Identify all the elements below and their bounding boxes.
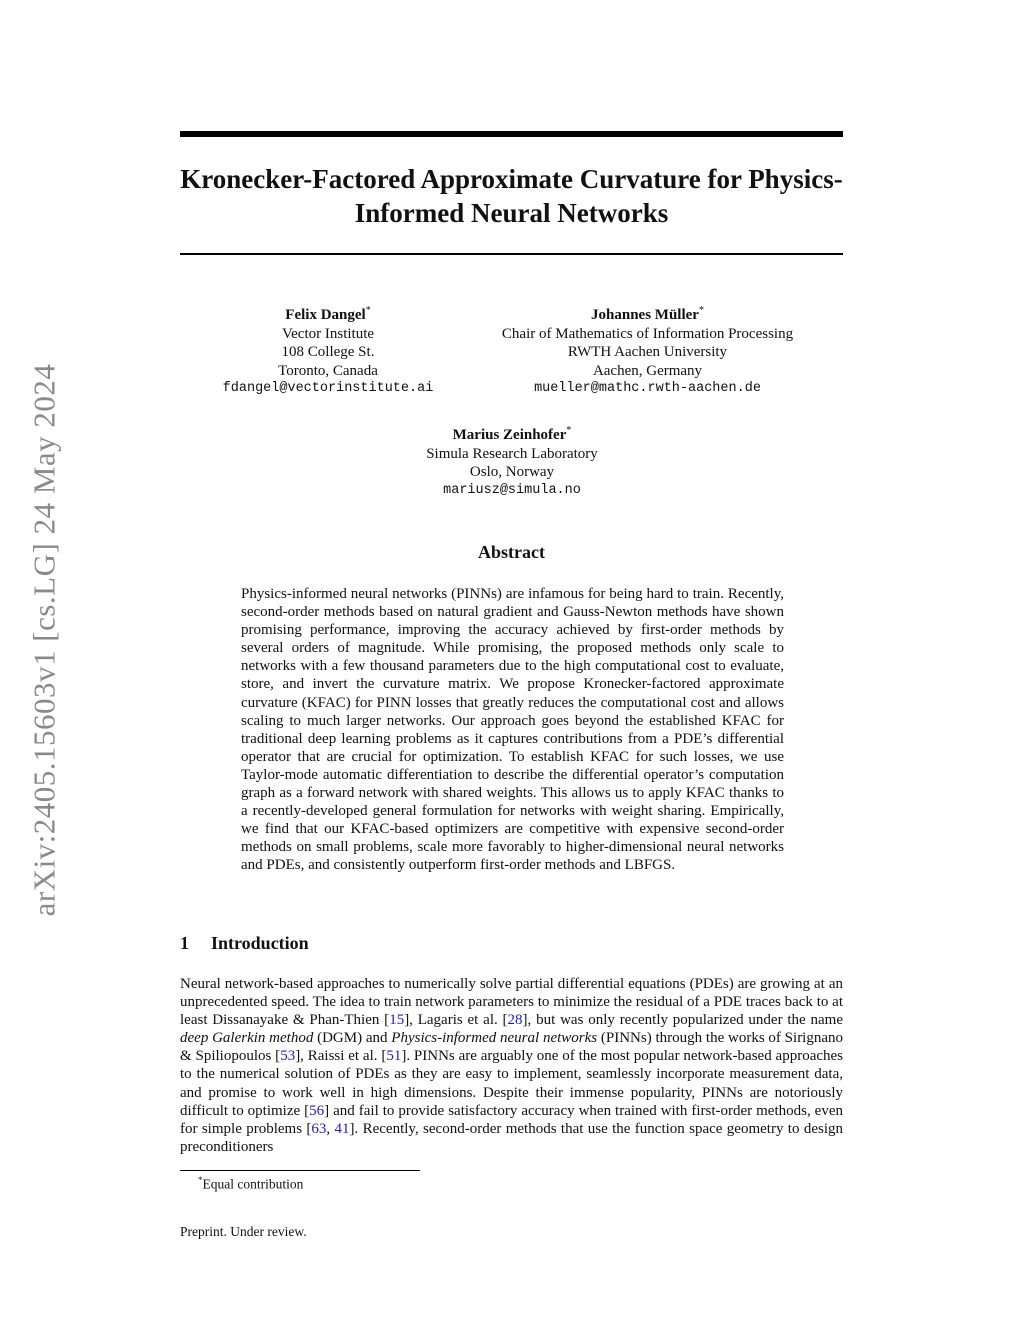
- intro-text: ], Lagaris et al. [: [404, 1012, 508, 1029]
- intro-text: (DGM) and: [313, 1030, 392, 1047]
- author-mark: *: [365, 305, 371, 316]
- footnote: [198, 1175, 303, 1193]
- citation-link[interactable]: 63: [311, 1120, 327, 1137]
- citation-link[interactable]: 28: [507, 1012, 523, 1029]
- intro-text: ,: [326, 1120, 335, 1137]
- intro-paragraph: [180, 975, 843, 1156]
- footnote-text: Equal contribution: [202, 1176, 304, 1192]
- author-email[interactable]: mueller@mathc.rwth-aachen.de: [534, 381, 761, 396]
- abstract-text: Physics-informed neural networks (PINNs) are infamous for being hard to train. Recently, second-order methods based on natural gradient and Gauss-Newton methods have shown promising performance, improving the accuracy achieved by first-order methods by several orders of magnitude. While promising, the proposed methods only scale to networks with a few thousand parameters due to the high computational cost to evaluate, store, and invert the curvature matrix. We propose Kronecker-factored approximate curvature (KFAC) for PINN losses that greatly reduces the computational cost and allows scaling to much larger networks. Our approach goes beyond the established KFAC for traditional deep learning problems as it captures contributions from a PDE’s differential operator that are crucial for optimization. To establish KFAC for such losses, we use Taylor-mode automatic differentiation to describe the differential operator’s computation graph as a forward network with shared weights. This allows us to apply KFAC thanks to a recently-developed general formulation for networks with weight sharing. Empirically, we find that our KFAC-based optimizers are competitive with expensive second-order methods on small problems, scale more favorably to higher-dimensional neural networks and PDEs, and consistently outperform first-order methods and LBFGS.: [241, 586, 784, 874]
- author-name: Felix Dangel: [285, 307, 366, 323]
- section-title: Introduction: [211, 933, 309, 953]
- author-email[interactable]: mariusz@simula.no: [443, 482, 581, 498]
- intro-text: ], Raissi et al. [: [295, 1048, 387, 1065]
- section-number: 1: [180, 933, 189, 953]
- footnote-mark: *: [198, 1175, 203, 1185]
- author-affiliation: Chair of Mathematics of Information Processing: [501, 325, 794, 342]
- paper-title: Kronecker-Factored Approximate Curvature for Physics-Informed Neural Networks: [180, 164, 843, 228]
- author-address: 108 College St.: [281, 344, 375, 360]
- citation-link[interactable]: 15: [389, 1012, 405, 1029]
- intro-text: ] and fail to provide satisfactory accuracy when trained with first-order methods, even for simple problems [: [180, 1102, 844, 1137]
- emphasis-text: deep Galerkin method: [180, 1030, 314, 1047]
- author-block: [208, 302, 448, 399]
- author-location: Aachen, Germany: [592, 362, 703, 379]
- citation-link[interactable]: 41: [334, 1120, 350, 1137]
- arxiv-stamp: [22, 340, 66, 940]
- section-heading: [180, 933, 309, 954]
- emphasis-text: Physics-informed neural networks: [391, 1030, 598, 1047]
- author-block: [380, 422, 644, 500]
- author-affiliation: Vector Institute: [281, 325, 375, 342]
- intro-text: ]. Recently, second-order methods that use the function space geometry to design preconditioners: [180, 1120, 843, 1155]
- intro-text: ]. PINNs are arguably one of the most popular network-based approaches to the numerical solution of PDEs as they are easy to implement, seamlessly incorporate measurement data, and promise to work well in high dimensions. Despite their immense popularity, PINNs are notoriously difficult to optimize [: [180, 1048, 844, 1119]
- arxiv-stamp-text: arXiv:2405.15603v1 [cs.LG] 24 May 2024: [26, 363, 61, 917]
- intro-text: (PINNs) through the works of Sirignano & Spiliopoulos [: [180, 1030, 844, 1065]
- author-email[interactable]: fdangel@vectorinstitute.ai: [222, 381, 434, 396]
- author-name: Johannes Müller: [591, 307, 699, 323]
- page-footer: Preprint. Under review.: [180, 1224, 307, 1239]
- author-institution: RWTH Aachen University: [567, 344, 728, 360]
- intro-text: Neural network-based approaches to numerically solve partial differential equations (PDEs) are growing at an unprecedented speed. The idea to train network parameters to minimize the residual of a PDE traces back to at least Dissanayake & Phan-Thien [: [180, 976, 843, 1029]
- author-block: [470, 302, 825, 399]
- title-rule-top: [180, 131, 843, 137]
- author-location: Oslo, Norway: [469, 464, 555, 480]
- citation-link[interactable]: 51: [386, 1048, 402, 1065]
- intro-text: ], but was only recently popularized under the name: [522, 1012, 843, 1029]
- author-location: Toronto, Canada: [278, 362, 378, 379]
- title-rule-bottom: [180, 253, 843, 255]
- author-name: Marius Zeinhofer: [452, 427, 567, 443]
- author-mark: *: [698, 305, 704, 316]
- citation-link[interactable]: 53: [280, 1048, 296, 1065]
- author-mark: *: [566, 425, 572, 436]
- footnote-rule: [180, 1170, 420, 1171]
- author-affiliation: Simula Research Laboratory: [426, 445, 598, 462]
- abstract-heading: Abstract: [478, 542, 545, 562]
- citation-link[interactable]: 56: [309, 1102, 325, 1119]
